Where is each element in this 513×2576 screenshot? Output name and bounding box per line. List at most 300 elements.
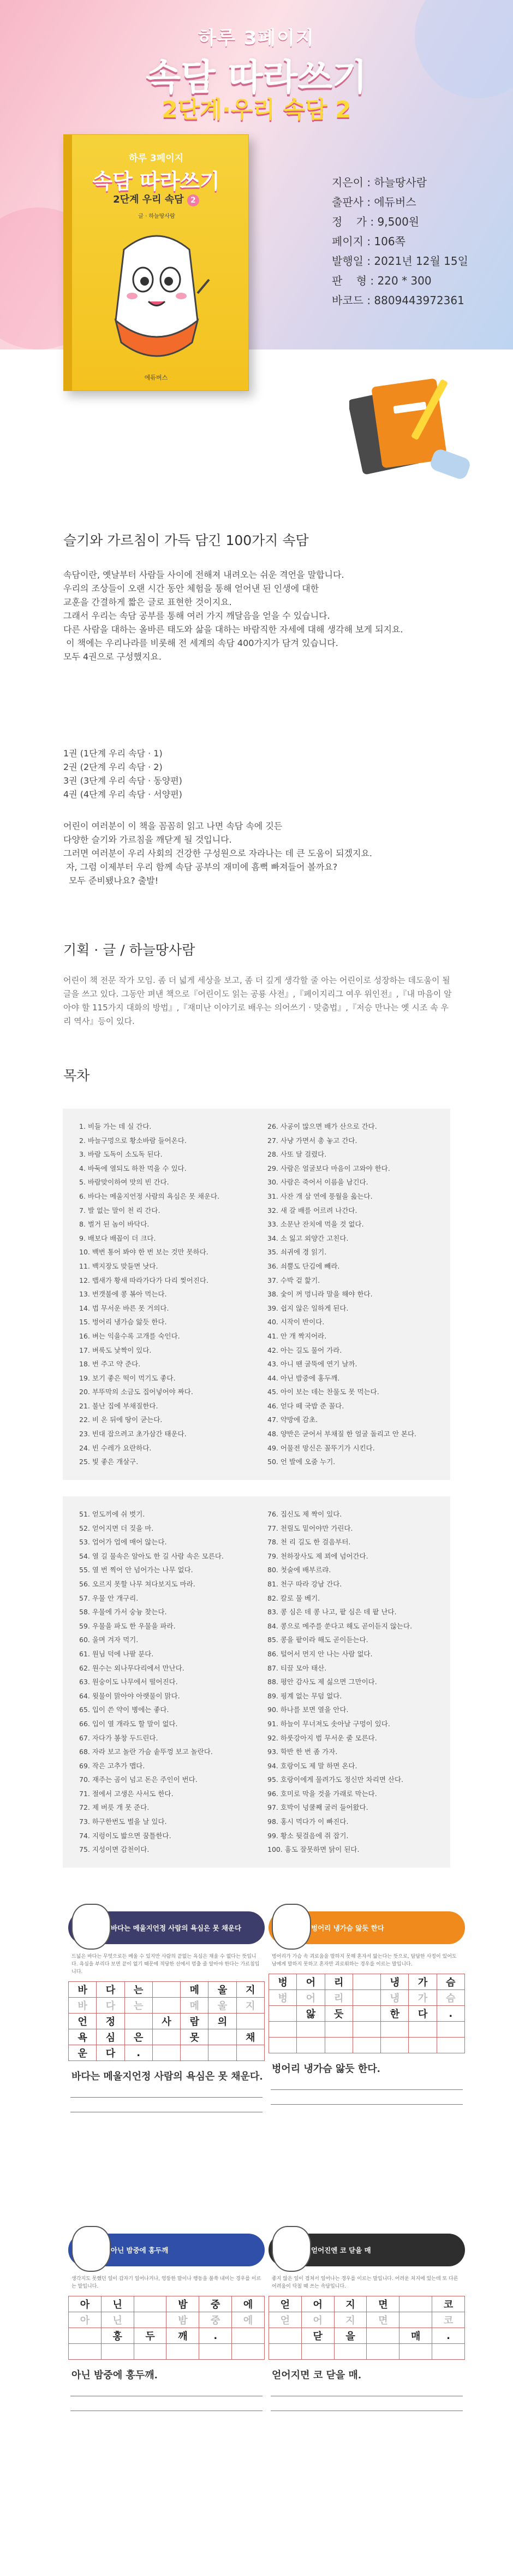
info-label: 바코드 : — [332, 294, 371, 307]
toc-item: 7. 발 없는 말이 천 리 간다. — [79, 1206, 160, 1215]
toc-item: 10. 백번 통어 봐야 한 번 보는 것만 못하다. — [79, 1248, 208, 1257]
grid-cell[interactable] — [125, 2014, 153, 2029]
grid-cell[interactable] — [335, 2344, 367, 2360]
grid-cell[interactable] — [409, 2022, 437, 2038]
grid-cell[interactable]: 을 — [335, 2328, 367, 2344]
info-value: 2021년 12월 15일 — [374, 254, 468, 268]
grid-cell[interactable]: . — [437, 2006, 465, 2022]
toc-item: 33. 소문난 잔치에 먹을 것 없다. — [267, 1220, 364, 1229]
worksheet-header — [68, 2234, 265, 2266]
toc-item: 19. 보기 좋은 떡이 먹기도 좋다. — [79, 1373, 176, 1382]
grid-cell[interactable] — [325, 2038, 353, 2053]
grid-cell[interactable] — [381, 2022, 409, 2038]
toc-item: 87. 티끌 모아 태산. — [267, 1663, 327, 1672]
toc-item: 4. 바둑에 열되도 하찬 먹을 수 있다. — [79, 1164, 187, 1172]
toc-item: 48. 양반은 굳어서 부채질 한 얼굴 돌리고 안 본다. — [267, 1430, 416, 1438]
writing-grid — [68, 1981, 265, 2061]
toc-item: 2. 바늘구멍으로 황소바람 들어온다. — [79, 1136, 187, 1145]
grid-cell[interactable] — [199, 2344, 232, 2360]
info-label: 지은이 : — [332, 176, 371, 189]
grid-cell[interactable]: 에 — [232, 2296, 265, 2312]
info-value: 220 * 300 — [377, 274, 432, 287]
volume-item: 4권 (4단계 우리 속담 · 서양편) — [63, 789, 182, 800]
grid-cell[interactable]: 리 — [325, 1974, 353, 1990]
grid-cell[interactable]: 코 — [432, 2312, 465, 2328]
toc-item: 89. 핑계 없는 무덤 없다. — [267, 1691, 342, 1700]
worksheet-title: 얻어진엔 코 닫을 매 — [311, 2246, 371, 2254]
grid-cell[interactable] — [232, 2328, 265, 2344]
info-row — [332, 271, 506, 291]
grid-cell[interactable]: 어 — [297, 1990, 325, 2006]
sample-sentence: 바다는 메울지언정 사람의 욕심은 못 채운다. — [71, 2071, 263, 2082]
toc-item: 9. 배보다 배꼽이 더 크다. — [79, 1234, 156, 1242]
grid-cell[interactable]: 깨 — [166, 2328, 199, 2344]
grid-cell[interactable]: 언 — [69, 2014, 97, 2029]
outro-line: 자, 그럼 이제부터 우리 함께 속담 공부의 재미에 흠뻑 빠져들어 볼까요? — [63, 862, 338, 872]
intro-line: 교훈을 간결하게 짧은 글로 표현한 것이지요. — [63, 597, 232, 607]
toc-item: 15. 벙어리 냉가슴 앓듯 한다. — [79, 1318, 167, 1327]
book-publisher: 에듀버스 — [144, 374, 168, 381]
worksheet-description: 벙어리가 가슴 속 괴로움을 말하지 못해 혼자서 앓는다는 뜻으로, 답답한 사정이 있어도 남에게 말하지 못하고 혼자만 괴로워하는 경우를 이르는 말입니다. — [272, 1954, 457, 1967]
grid-cell[interactable]: 두 — [134, 2328, 167, 2344]
toc-item: 54. 열 길 물속은 알아도 한 길 사람 속은 모른다. — [79, 1551, 224, 1560]
grid-cell[interactable] — [237, 2045, 265, 2061]
grid-cell[interactable]: 밤 — [166, 2312, 199, 2328]
grid-cell[interactable] — [437, 2022, 465, 2038]
grid-cell[interactable]: 운 — [69, 2045, 97, 2061]
grid-cell[interactable] — [399, 2344, 432, 2360]
intro-line: 이 책에는 우리나라를 비롯해 전 세계의 속담 400가지가 담겨 있습니다. — [63, 638, 338, 648]
grid-cell[interactable]: 가 — [409, 1974, 437, 1990]
grid-cell[interactable] — [181, 2045, 208, 2061]
grid-cell[interactable] — [353, 2022, 381, 2038]
grid-cell[interactable]: 닌 — [102, 2296, 134, 2312]
toc-item: 80. 첫술에 배부르랴. — [267, 1566, 331, 1574]
grid-cell[interactable]: 지 — [237, 1998, 265, 2014]
info-row — [332, 232, 506, 251]
toc-item: 36. 쇠뿔도 단김에 빼라. — [267, 1262, 340, 1270]
grid-cell[interactable]: 는 — [125, 1982, 153, 1998]
grid-cell[interactable]: 심 — [97, 2029, 124, 2045]
grid-cell[interactable] — [297, 2038, 325, 2053]
info-row — [332, 251, 506, 271]
grid-cell[interactable]: 다 — [409, 2006, 437, 2022]
info-value: 106쪽 — [374, 235, 405, 248]
grid-cell[interactable] — [134, 2296, 167, 2312]
grid-cell[interactable] — [437, 2038, 465, 2053]
intro-line: 모두 4권으로 구성했지요. — [63, 652, 162, 662]
intro-text — [63, 568, 456, 664]
grid-cell[interactable]: 다 — [97, 1998, 124, 2014]
info-label: 페이지 : — [332, 235, 371, 248]
toc-item: 79. 천하장사도 제 꾀에 넘어간다. — [267, 1551, 368, 1560]
worksheet-title: 바다는 메울지언정 사람의 욕심은 못 채운다 — [111, 1924, 242, 1932]
grid-cell[interactable] — [409, 2038, 437, 2053]
toc-item: 88. 평안 감사도 제 싫으면 그만이다. — [267, 1678, 377, 1686]
grid-cell[interactable]: 울 — [208, 1982, 236, 1998]
grid-cell[interactable]: . — [432, 2328, 465, 2344]
toc-item: 14. 법 무서운 바른 못 거의다. — [79, 1304, 169, 1312]
toc-item: 29. 사람은 얼굴보다 마음이 고와야 한다. — [267, 1164, 390, 1172]
level-badge: 2 — [187, 194, 199, 206]
toc-item: 46. 얻다 떼 국밥 준 꼴다. — [267, 1401, 344, 1410]
toc-item: 39. 쉽지 않은 일하게 된다. — [267, 1304, 349, 1312]
book-info — [332, 173, 506, 310]
grid-cell[interactable] — [269, 2038, 297, 2053]
intro-line: 다른 사람을 대하는 올바른 태도와 삶을 대하는 바람직한 자세에 대해 생각해 보게 되지요. — [63, 624, 403, 635]
toc-item: 23. 빈대 잡으려고 초가삼간 태운다. — [79, 1430, 187, 1438]
grid-cell[interactable]: 람 — [181, 2014, 208, 2029]
toc-item: 85. 콩을 팥이라 해도 곧이듣는다. — [267, 1636, 368, 1644]
grid-cell[interactable]: 앓 — [297, 2006, 325, 2022]
toc-item: 40. 시작이 반이다. — [267, 1318, 325, 1327]
toc-item: 28. 사또 달 걸렸다. — [267, 1150, 327, 1159]
grid-cell[interactable]: . — [199, 2328, 232, 2344]
info-label: 정 가 : — [332, 215, 374, 228]
info-value: 9,500원 — [377, 215, 420, 228]
sample-sentence: 아닌 밤중에 홍두깨. — [71, 2370, 158, 2381]
toc-item: 64. 윗물이 맑아야 아랫물이 맑다. — [79, 1691, 180, 1700]
toc-item: 94. 호랑이도 제 말 하면 온다. — [267, 1761, 357, 1770]
grid-cell[interactable] — [208, 2029, 236, 2045]
toc-item: 43. 아니 땐 굴뚝에 연기 날까. — [267, 1360, 357, 1369]
worksheet-header — [269, 2234, 465, 2266]
toc-item: 72. 제 버릇 개 못 준다. — [79, 1803, 150, 1812]
toc-item: 30. 사람은 죽어서 이름을 남긴다. — [267, 1178, 368, 1187]
info-label: 출판사 : — [332, 196, 371, 209]
grid-cell[interactable] — [353, 1990, 381, 2006]
info-label: 판 형 : — [332, 274, 374, 287]
grid-cell[interactable] — [297, 2022, 325, 2038]
grid-cell[interactable]: 닌 — [102, 2312, 134, 2328]
book-kicker: 하루 3페이지 — [129, 153, 183, 164]
outro-text — [63, 819, 456, 874]
toc-item: 1. 비들 가는 데 실 간다. — [79, 1122, 152, 1130]
toc-item: 8. 벌거 된 놈이 바닥다. — [79, 1220, 150, 1229]
toc-item: 56. 오르지 못할 나무 쳐다보지도 마라. — [79, 1579, 195, 1588]
character-avatar — [71, 1904, 111, 1950]
grid-cell[interactable]: 코 — [432, 2296, 465, 2312]
toc-item: 98. 홍시 먹다가 이 빠진다. — [267, 1817, 349, 1826]
toc-item: 67. 자다가 봉창 두드린다. — [79, 1733, 158, 1742]
grid-cell[interactable]: 어 — [302, 2296, 335, 2312]
toc-item: 91. 하늘이 무너져도 솟아날 구멍이 있다. — [267, 1719, 390, 1728]
grid-cell[interactable]: 면 — [367, 2296, 399, 2312]
worksheet-description: 좋지 않은 일이 겹쳐서 일어나는 경우를 이르는 말입니다. 어려운 처지에 있는데 또 다른 어려움이 닥칠 때 쓰는 속담입니다. — [272, 2276, 458, 2289]
toc-item: 100. 흉도 잘못하면 닭이 된다. — [267, 1845, 360, 1854]
toc-item: 57. 우물 안 개구리. — [79, 1594, 139, 1602]
worksheet-description: 드넓은 바다는 무엇으로든 메울 수 있지만 사람의 끝없는 욕심은 채울 수 없다는 뜻입니다. 욕심을 부리다 보면 끝이 없기 때문에 적당한 선에서 멈출 줄 알아야 한다는 가르침입니다. — [71, 1954, 260, 1975]
toc-item: 52. 얻어지면 더 짖을 마. — [79, 1524, 154, 1532]
grid-cell[interactable]: 바 — [69, 1998, 97, 2014]
grid-cell[interactable]: 한 — [381, 2006, 409, 2022]
grid-cell[interactable]: 의 — [208, 2014, 236, 2029]
toc-item: 24. 빈 수레가 요란하다. — [79, 1443, 152, 1452]
grid-cell[interactable] — [134, 2344, 167, 2360]
toc-item: 49. 어물전 망신은 꼴뚜기가 시킨다. — [267, 1443, 375, 1452]
character-avatar — [71, 2226, 111, 2272]
toc-item: 75. 지성이면 감천이다. — [79, 1845, 150, 1854]
toc-item: 90. 하나를 보면 열을 안다. — [267, 1706, 349, 1714]
toc-item: 99. 황소 뒷걸음에 쥐 잡기. — [267, 1831, 349, 1840]
worksheet-header — [269, 1911, 465, 1944]
intro-line: 우리의 조상들이 오랜 시간 동안 체험을 통해 얻어낸 된 인생에 대한 — [63, 583, 319, 594]
toc-item: 45. 아이 보는 데는 찬물도 못 먹는다. — [267, 1388, 379, 1396]
grid-cell[interactable]: 냉 — [381, 1990, 409, 2006]
grid-cell[interactable]: 에 — [232, 2312, 265, 2328]
toc-item: 27. 사냥 가면서 총 놓고 간다. — [267, 1136, 357, 1145]
grid-cell[interactable] — [367, 2344, 399, 2360]
toc-item: 32. 새 갈 배를 어르려 나간다. — [267, 1206, 357, 1215]
toc-item: 12. 뱁새가 황새 따라가다가 다리 찢어진다. — [79, 1276, 208, 1284]
writing-line[interactable] — [271, 2089, 463, 2090]
toc-item: 63. 원숭이도 나무에서 떨어진다. — [79, 1678, 178, 1686]
grid-cell[interactable]: 듯 — [325, 2006, 353, 2022]
outro-line: 그러면 여러분이 우리 사회의 건강한 구성원으로 자라나는 데 큰 도움이 되겠지요. — [63, 848, 372, 858]
grid-cell[interactable]: 얻 — [269, 2312, 302, 2328]
grid-cell[interactable]: 지 — [237, 1982, 265, 1998]
writing-line[interactable] — [271, 2104, 463, 2105]
grid-cell[interactable]: 울 — [208, 1998, 236, 2014]
toc-item: 95. 호랑이에게 물려가도 정신만 차리면 산다. — [267, 1775, 403, 1784]
toc-item: 71. 절에서 고생은 사서도 한다. — [79, 1789, 174, 1798]
info-row — [332, 212, 506, 232]
grid-cell[interactable]: 어 — [297, 1974, 325, 1990]
notebook-pencil-icon — [349, 371, 475, 486]
grid-cell[interactable] — [269, 2328, 302, 2344]
grid-cell[interactable] — [353, 2038, 381, 2053]
hero-kicker: 하루 3페이지 — [198, 27, 315, 49]
toc-column — [267, 1507, 412, 1857]
toc-item: 73. 하구한번도 벌을 날 있다. — [79, 1817, 167, 1826]
toc-item: 17. 벼룩도 낯짝이 있다. — [79, 1346, 152, 1354]
toc-item: 76. 집신도 제 짝이 있다. — [267, 1510, 342, 1518]
grid-cell[interactable] — [153, 2045, 181, 2061]
toc-item: 18. 번 주고 약 준다. — [79, 1360, 141, 1369]
toc-item: 65. 입이 쓴 약이 병에는 좋다. — [79, 1706, 169, 1714]
grid-cell[interactable]: 가 — [409, 1990, 437, 2006]
toc-item: 86. 털어서 먼지 안 나는 사람 없다. — [267, 1649, 373, 1658]
toc-item: 69. 작은 고추가 맵다. — [79, 1761, 145, 1770]
grid-cell[interactable]: 밤 — [166, 2296, 199, 2312]
grid-cell[interactable]: 다 — [97, 2045, 124, 2061]
toc-item: 97. 호박이 넝쿨째 굴러 들어왔다. — [267, 1803, 368, 1812]
hero-title: 속담 따라쓰기 — [146, 56, 367, 98]
worksheet — [269, 1911, 465, 2105]
toc-item: 83. 콩 심은 데 콩 나고, 팥 심은 데 팥 난다. — [267, 1608, 397, 1616]
grid-cell[interactable]: 닫 — [302, 2328, 335, 2344]
toc-item: 38. 숯이 꺼 멍니라 말을 해야 한다. — [267, 1290, 373, 1299]
grid-cell[interactable]: 냉 — [381, 1974, 409, 1990]
info-label: 발행일 : — [332, 254, 371, 268]
grid-cell[interactable] — [325, 2022, 353, 2038]
toc-item: 51. 얻도끼에 쉬 벗기. — [79, 1510, 145, 1518]
intro-heading: 슬기와 가르침이 가득 담긴 100가지 속담 — [63, 532, 309, 548]
grid-cell[interactable] — [232, 2344, 265, 2360]
toc-item: 61. 원님 덕에 나팔 분다. — [79, 1649, 154, 1658]
grid-cell[interactable] — [353, 1974, 381, 1990]
grid-cell[interactable]: 못 — [181, 2029, 208, 2045]
toc-item: 5. 바람맞이하여 맛의 빈 간다. — [79, 1178, 169, 1187]
grid-cell[interactable] — [381, 2038, 409, 2053]
toc-item: 68. 자라 보고 놀란 가슴 솥뚜껑 보고 놀란다. — [79, 1748, 213, 1756]
info-value: 8809443972361 — [374, 294, 464, 307]
grid-cell[interactable]: 아 — [69, 2296, 102, 2312]
book-title: 속담 따라쓰기 — [92, 169, 220, 193]
toc-item: 77. 천릴도 밑어야만 가린다. — [267, 1524, 353, 1532]
grid-cell[interactable]: 리 — [325, 1990, 353, 2006]
grid-cell[interactable] — [208, 2045, 236, 2061]
toc-item: 20. 부뚜막의 소금도 집어넣어야 짜다. — [79, 1388, 193, 1396]
toc-item: 34. 소 잃고 외양간 고친다. — [267, 1234, 349, 1242]
grid-cell[interactable]: 매 — [399, 2328, 432, 2344]
worksheet — [68, 1911, 265, 2112]
grid-cell[interactable]: 벙 — [269, 1974, 297, 1990]
grid-cell[interactable]: 중 — [199, 2296, 232, 2312]
toc-item: 44. 아닌 밤중에 홍두깨. — [267, 1373, 340, 1382]
worksheet-title: 아닌 밤중에 홍두깨 — [111, 2246, 169, 2254]
grid-cell[interactable]: 은 — [125, 2029, 153, 2045]
grid-cell[interactable]: 는 — [125, 1998, 153, 2014]
volume-list — [63, 747, 456, 801]
toc-item: 62. 원수는 외나무다리에서 만난다. — [79, 1663, 184, 1672]
toc-item: 82. 칼로 물 베기. — [267, 1594, 320, 1602]
toc-item: 21. 불난 집에 부채질한다. — [79, 1401, 158, 1410]
outro-line: 다양한 슬기와 가르침을 깨닫게 될 것입니다. — [63, 834, 232, 845]
grid-cell[interactable]: 다 — [97, 1982, 124, 1998]
grid-cell[interactable] — [102, 2344, 134, 2360]
info-row — [332, 192, 506, 212]
author-bio: 어린이 책 전문 작가 모임. 좀 더 넓게 세상을 보고, 좀 더 깊게 생각할 줄 아는 어린이로 성장하는 데도움이 될 글을 쓰고 있다. 그동안 펴낸 책으로『어린이도 읽는 공룡 사전』,『페이지리그 여우 위인전』,『내 마음이 알아야 할 115가지 대화의 방법』,『재미난 이야기로 배우는 의어쓰기 · 맞춤법』,『저승 만나는 옛 시조 속 우리 역사』등이 있다. — [63, 975, 452, 1026]
grid-cell[interactable] — [399, 2312, 432, 2328]
grid-cell[interactable] — [269, 2022, 297, 2038]
info-value: 에듀버스 — [374, 196, 416, 209]
grid-cell[interactable] — [166, 2344, 199, 2360]
grid-cell[interactable]: 얻 — [269, 2296, 302, 2312]
intro-line: 그래서 우리는 속담 공부를 통해 여러 가지 깨달음을 얻을 수 있습니다. — [63, 611, 330, 621]
worksheet-title: 벙어리 냉가슴 앓듯 한다 — [311, 1924, 384, 1932]
toc-item: 92. 하룻강아지 범 무서운 줄 모른다. — [267, 1733, 377, 1742]
worksheet — [269, 2234, 465, 2411]
grid-cell[interactable]: 면 — [367, 2312, 399, 2328]
hero-subtitle: 2단계·우리 속담 2 — [162, 96, 351, 123]
book-cover — [63, 134, 249, 391]
toc-item: 78. 천 리 길도 한 걸음부터. — [267, 1538, 351, 1547]
grid-cell[interactable]: 벙 — [269, 1990, 297, 2006]
grid-cell[interactable] — [302, 2344, 335, 2360]
grid-cell[interactable] — [269, 2344, 302, 2360]
toc-item: 26. 사공이 많으면 배가 산으로 간다. — [267, 1122, 377, 1130]
grid-cell[interactable] — [353, 2006, 381, 2022]
grid-cell[interactable] — [153, 1982, 181, 1998]
toc-item: 58. 우물에 가서 숭늉 찾는다. — [79, 1608, 167, 1616]
toc-item: 55. 열 번 찍어 안 넘어가는 나무 없다. — [79, 1566, 193, 1574]
toc-item: 50. 언 발에 오줌 누기. — [267, 1458, 336, 1466]
grid-cell[interactable] — [69, 2328, 102, 2344]
writing-grid — [269, 1974, 465, 2053]
toc-item: 53. 업어가 업에 매어 않는다. — [79, 1538, 167, 1547]
ready-line: 모두 준비됐나요? 출발! — [69, 875, 159, 886]
character-avatar — [272, 1904, 311, 1950]
grid-cell[interactable]: 채 — [237, 2029, 265, 2045]
worksheet-header — [68, 1911, 265, 1944]
toc-item: 16. 벼는 익을수록 고개를 숙인다. — [79, 1331, 180, 1340]
grid-cell[interactable]: . — [125, 2045, 153, 2061]
book-subtitle-text: 2단계 우리 속담 — [113, 194, 184, 205]
grid-cell[interactable]: 메 — [181, 1982, 208, 1998]
volume-item: 1권 (1단계 우리 속담 · 1) — [63, 748, 163, 759]
volume-item: 2권 (2단계 우리 속담 · 2) — [63, 762, 163, 772]
character-avatar — [272, 2226, 311, 2272]
grid-cell[interactable] — [153, 1998, 181, 2014]
grid-cell[interactable] — [367, 2328, 399, 2344]
sample-sentence: 얻어지면 코 닫을 매. — [272, 2370, 362, 2381]
grid-cell[interactable] — [153, 2029, 181, 2045]
book-spine — [63, 134, 72, 391]
grid-cell[interactable]: 사 — [153, 2014, 181, 2029]
sample-sentence: 벙어리 냉가슴 앓듯 한다. — [272, 2063, 380, 2075]
toc-column — [79, 1120, 219, 1469]
toc-column — [267, 1120, 416, 1469]
grid-cell[interactable]: 메 — [181, 1998, 208, 2014]
toc-heading: 목차 — [63, 1068, 90, 1083]
book-author: 글 · 하늘땅사람 — [138, 214, 175, 220]
grid-cell[interactable]: 어 — [302, 2312, 335, 2328]
toc-item: 41. 안 개 짝지어라. — [267, 1331, 327, 1340]
toc-item: 3. 바람 도독이 소도독 된다. — [79, 1150, 163, 1159]
grid-cell[interactable] — [69, 2344, 102, 2360]
toc-item: 66. 입이 열 개라도 할 말이 없다. — [79, 1719, 178, 1728]
worksheet — [68, 2234, 265, 2411]
toc-item: 25. 빛 좋은 개살구. — [79, 1458, 139, 1466]
grid-cell[interactable] — [237, 2014, 265, 2029]
toc-item: 96. 호미로 막을 것을 가래로 막는다. — [267, 1789, 377, 1798]
info-value: 하늘땅사람 — [374, 176, 427, 189]
grid-cell[interactable] — [399, 2296, 432, 2312]
grid-cell[interactable] — [134, 2312, 167, 2328]
grid-cell[interactable]: 중 — [199, 2312, 232, 2328]
toc-item: 22. 비 온 뒤에 땅이 굳는다. — [79, 1416, 163, 1424]
grid-cell[interactable]: 바 — [69, 1982, 97, 1998]
writing-grid — [68, 2296, 265, 2360]
toc-item: 6. 바다는 메울지언정 사람의 욕심은 못 채운다. — [79, 1192, 220, 1200]
toc-item: 59. 우물을 파도 한 우물을 파라. — [79, 1621, 176, 1630]
toc-item: 74. 지렁이도 밟으면 꿈틀한다. — [79, 1831, 171, 1840]
book-subtitle — [64, 192, 248, 206]
toc-item: 13. 번갯불에 콩 볶아 먹는다. — [79, 1290, 167, 1299]
grid-cell[interactable] — [269, 2006, 297, 2022]
toc-item: 70. 재주는 곰이 넘고 돈은 주인이 번다. — [79, 1775, 198, 1784]
grid-cell[interactable]: 슴 — [437, 1990, 465, 2006]
grid-cell[interactable]: 지 — [335, 2312, 367, 2328]
mascot-illustration — [102, 228, 211, 370]
toc-item: 35. 쇠귀에 경 읽기. — [267, 1248, 327, 1257]
outro-line: 어린이 여러분이 이 책을 꼼꼼히 읽고 나면 속담 속에 깃든 — [63, 821, 283, 831]
grid-cell[interactable] — [432, 2344, 465, 2360]
grid-cell[interactable]: 정 — [97, 2014, 124, 2029]
grid-cell[interactable]: 욕 — [69, 2029, 97, 2045]
writing-line[interactable] — [70, 2097, 263, 2098]
grid-cell[interactable]: 지 — [335, 2296, 367, 2312]
grid-cell[interactable]: 슴 — [437, 1974, 465, 1990]
intro-line: 속담이란, 옛날부터 사람들 사이에 전해져 내려오는 쉬운 격언을 말합니다. — [63, 570, 344, 580]
author-heading: 기획 · 글 / 하늘땅사람 — [63, 942, 195, 958]
grid-cell[interactable]: 아 — [69, 2312, 102, 2328]
toc-item: 84. 콩으로 메주를 쑨다고 해도 곧이듣지 않는다. — [267, 1621, 413, 1630]
volume-item: 3권 (3단계 우리 속담 · 동양편) — [63, 775, 182, 786]
grid-cell[interactable]: 홍 — [102, 2328, 134, 2344]
toc-item: 93. 학반 한 번 좀 가자. — [267, 1748, 338, 1756]
